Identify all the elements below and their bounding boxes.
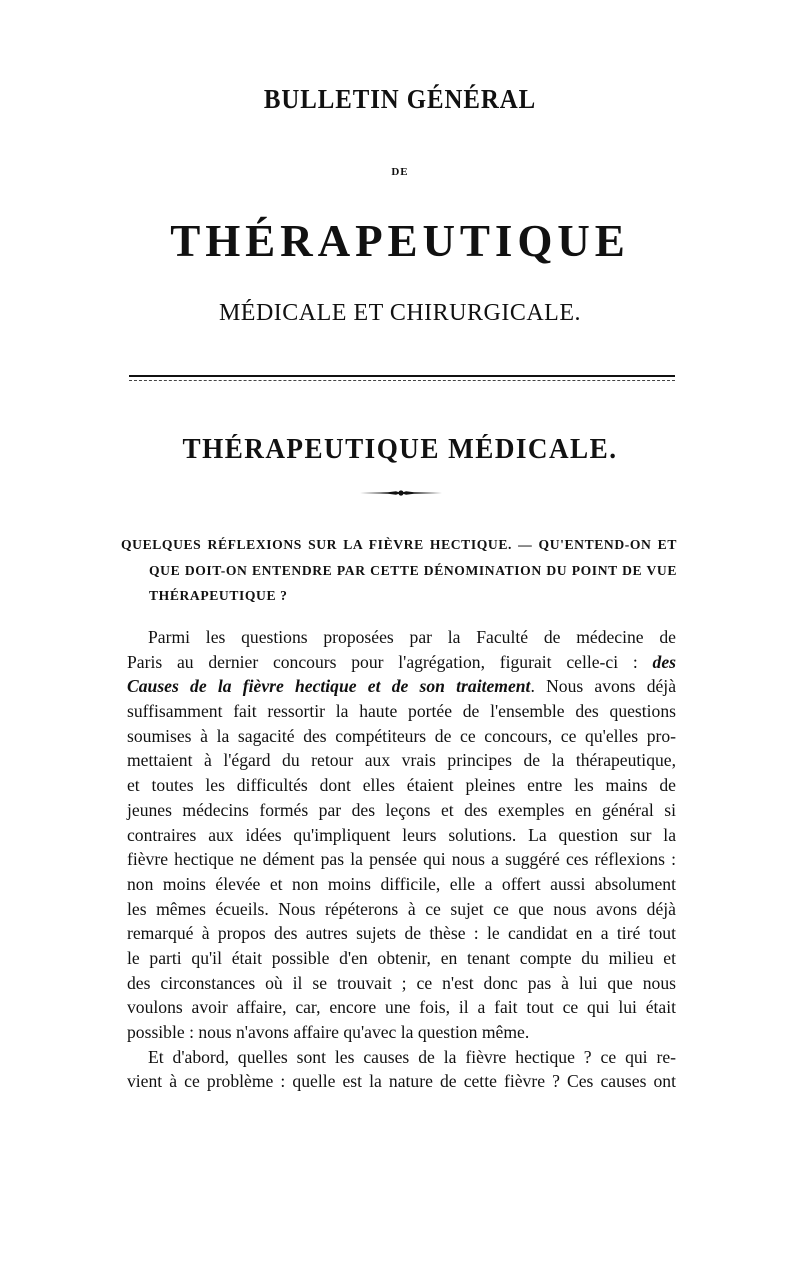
- journal-title-line1: BULLETIN GÉNÉRAL: [263, 84, 537, 114]
- body-line: contraires aux idées qu'impliquent leurs solutions. La question sur la: [127, 824, 676, 845]
- header-rule: [129, 375, 675, 377]
- body-line: et toutes les difficultés dont elles étaient pleines entre les mains de: [127, 775, 676, 796]
- body-line: voulons avoir affaire, car, encore une fois, il a fait tout ce qui lui était: [127, 997, 676, 1018]
- body-line: mettaient à l'égard du retour aux vrais principes de la thérapeutique,: [127, 750, 676, 771]
- body-line-italic: Causes de la fièvre hectique et de son traitement: [127, 676, 531, 697]
- body-line: suffisamment fait ressortir la haute portée de l'ensemble des questions: [127, 701, 676, 722]
- article-heading: [121, 532, 677, 609]
- body-line: fièvre hectique ne dément pas la pensée qui nous a suggéré ces réflexions :: [127, 849, 676, 870]
- body-line-text: Paris au dernier concours pour l'agrégation, figurait celle-ci :: [127, 651, 653, 672]
- header-rule-secondary: [129, 380, 675, 381]
- body-line: non moins élevée et non moins difficile, elle a offert aussi absolument: [127, 873, 676, 894]
- body-line-text: . Nous avons déjà: [530, 676, 676, 697]
- article-heading-line: QUELQUES RÉFLEXIONS SUR LA FIÈVRE HECTIQUE. — QU'ENTEND-ON ET: [121, 537, 677, 552]
- journal-title-subtitle: MÉDICALE ET CHIRURGICALE.: [218, 300, 582, 326]
- body-line: vient à ce problème : quelle est la nature de cette fièvre ? Ces causes ont: [127, 1071, 676, 1092]
- body-line: Et d'abord, quelles sont les causes de la fièvre hectique ? ce qui re-: [148, 1046, 676, 1067]
- body-line: jeunes médecins formés par des leçons et des exemples en général si: [127, 799, 676, 820]
- journal-title-connector: DE: [391, 166, 409, 178]
- body-line: le parti qu'il était possible d'en obtenir, en tenant compte du milieu et: [127, 947, 676, 968]
- body-line: soumises à la sagacité des compétiteurs de ce concours, ce qu'elles pro-: [127, 725, 676, 746]
- article-body: [127, 625, 676, 1094]
- article-heading-line: THÉRAPEUTIQUE ?: [149, 588, 288, 603]
- body-line: Parmi les questions proposées par la Faculté de médecine de: [148, 627, 676, 647]
- article-heading-line: QUE DOIT-ON ENTENDRE PAR CETTE DÉNOMINATION DU POINT DE VUE: [149, 562, 677, 578]
- body-line: [127, 650, 676, 675]
- body-line-italic: des: [652, 651, 676, 672]
- ornament-divider-icon: [358, 489, 444, 497]
- body-line: des circonstances où il se trouvait ; ce n'est donc pas à lui que nous: [127, 972, 676, 993]
- body-line: remarqué à propos des autres sujets de thèse : le candidat en a tiré tout: [127, 923, 676, 944]
- body-line: les mêmes écueils. Nous répéterons à ce sujet ce que nous avons déjà: [127, 898, 676, 919]
- section-title: THÉRAPEUTIQUE MÉDICALE.: [182, 434, 618, 465]
- journal-title-main: THÉRAPEUTIQUE: [170, 215, 630, 266]
- body-line: [127, 674, 676, 699]
- body-line: possible : nous n'avons affaire qu'avec la question même.: [127, 1022, 530, 1042]
